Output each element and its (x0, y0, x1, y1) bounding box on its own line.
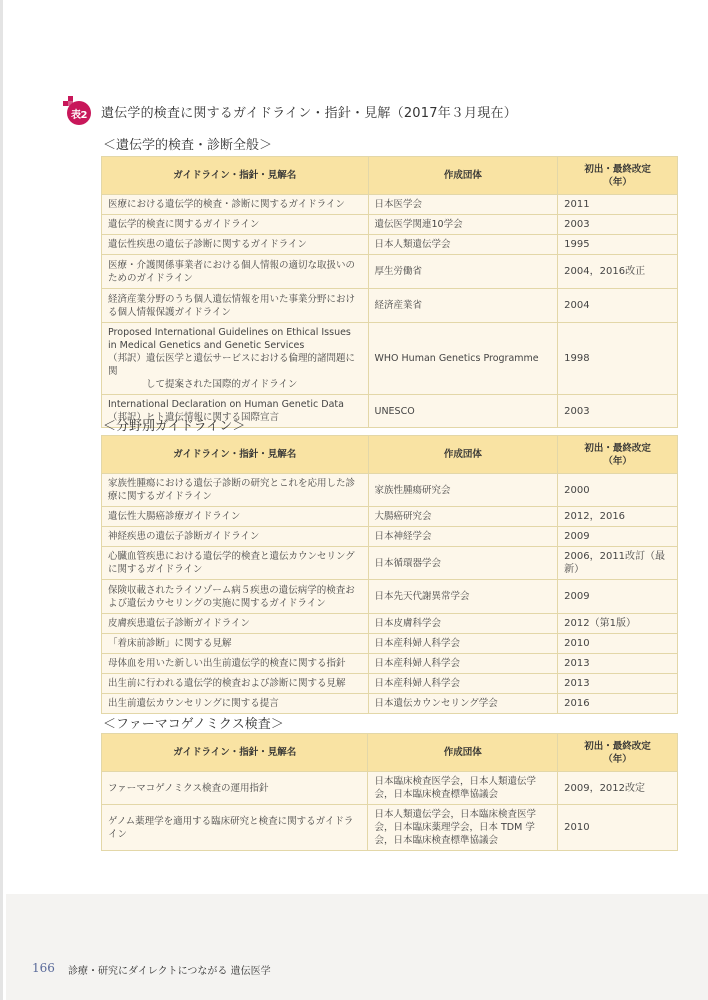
table-row (102, 289, 678, 323)
year-header-line1: 初出・最終改定 (584, 163, 651, 175)
table-row (102, 215, 678, 235)
year: 2013 (558, 654, 678, 674)
table-row (102, 634, 678, 654)
year: 2004，2016改正 (558, 255, 678, 289)
year: 1998 (558, 323, 678, 395)
table-row (102, 674, 678, 694)
organization: 大腸癌研究会 (368, 507, 558, 527)
organization: 遺伝医学関連10学会 (368, 215, 558, 235)
table-row (102, 654, 678, 674)
table-row (102, 614, 678, 634)
section-heading-general: ＜遺伝学的検査・診断全般＞ (103, 138, 273, 153)
guideline-name: 母体血を用いた新しい出生前遺伝学的検査に関する指針 (102, 654, 369, 674)
page-number: 166 (32, 961, 55, 975)
year: 2003 (558, 395, 678, 428)
year: 2009，2012改定 (558, 772, 678, 805)
table-row (102, 694, 678, 714)
organization: 家族性腫瘍研究会 (368, 474, 558, 507)
guideline-name-en: Proposed International Guidelines on Ethical Issues in Medical Genetics and Genetic Services (108, 327, 351, 351)
year: 2013 (558, 674, 678, 694)
table-header-row (102, 734, 678, 772)
section-heading-pharmacogenomics: ＜ファーマコゲノミクス検査＞ (103, 717, 284, 732)
guideline-name-en: International Declaration on Human Genetic Data (108, 399, 344, 410)
guideline-name: 遺伝学的検査に関するガイドライン (102, 215, 369, 235)
table-row (102, 805, 678, 851)
column-header-year (558, 157, 678, 195)
guideline-name: 遺伝性疾患の遺伝子診断に関するガイドライン (102, 235, 369, 255)
guideline-name-jp: （邦訳）遺伝医学と遺伝サービスにおける倫理的諸問題に関 (108, 353, 356, 377)
section-heading-field: ＜分野別ガイドライン＞ (103, 419, 246, 434)
table-row (102, 580, 678, 614)
guideline-name: 保険収載されたライソゾーム病５疾患の遺伝病学的検査および遺伝カウセリングの実施に関するガイドライン (102, 580, 369, 614)
guideline-name: 家族性腫瘍における遺伝子診断の研究とこれを応用した診療に関するガイドライン (102, 474, 369, 507)
table-row (102, 195, 678, 215)
table-header-row (102, 436, 678, 474)
column-header-org: 作成団体 (368, 734, 558, 772)
year: 2012（第1版） (558, 614, 678, 634)
guideline-name: 「着床前診断」に関する見解 (102, 634, 369, 654)
guideline-name: 出生前遺伝カウンセリングに関する提言 (102, 694, 369, 714)
organization: 日本産科婦人科学会 (368, 674, 558, 694)
column-header-year (558, 436, 678, 474)
organization: WHO Human Genetics Programme (368, 323, 558, 395)
organization: 日本皮膚科学会 (368, 614, 558, 634)
year: 2003 (558, 215, 678, 235)
guideline-name: 出生前に行われる遺伝学的検査および診断に関する見解 (102, 674, 369, 694)
year-header-line2: （年） (603, 753, 632, 765)
guideline-name: 神経疾患の遺伝子診断ガイドライン (102, 527, 369, 547)
organization: 日本医学会 (368, 195, 558, 215)
year: 2006，2011改訂（最新） (558, 547, 678, 580)
organization: 日本人類遺伝学会 (368, 235, 558, 255)
year-header-line1: 初出・最終改定 (584, 740, 651, 752)
organization: 日本先天代謝異常学会 (368, 580, 558, 614)
organization: 日本産科婦人科学会 (368, 654, 558, 674)
table-pharmacogenomics (101, 733, 678, 851)
year-header-line1: 初出・最終改定 (584, 442, 651, 454)
year-header-line2: （年） (603, 176, 632, 188)
year: 2010 (558, 805, 678, 851)
table-row (102, 507, 678, 527)
year: 2016 (558, 694, 678, 714)
table-title: 遺伝学的検査に関するガイドライン・指針・見解（2017年３月現在） (101, 105, 517, 121)
year: 1995 (558, 235, 678, 255)
guideline-name: 遺伝性大腸癌診療ガイドライン (102, 507, 369, 527)
year-header-line2: （年） (603, 455, 632, 467)
table-badge (63, 96, 95, 126)
year: 2010 (558, 634, 678, 654)
organization: 日本産科婦人科学会 (368, 634, 558, 654)
book-title: 診療・研究にダイレクトにつながる 遺伝医学 (68, 966, 271, 977)
guideline-name: ファーマコゲノミクス検査の運用指針 (102, 772, 368, 805)
guideline-name: ゲノム薬理学を適用する臨床研究と検査に関するガイドライン (102, 805, 368, 851)
organization: 日本遺伝カウンセリング学会 (368, 694, 558, 714)
column-header-name: ガイドライン・指針・見解名 (102, 734, 368, 772)
column-header-org: 作成団体 (368, 157, 558, 195)
guideline-name: 経済産業分野のうち個人遺伝情報を用いた事業分野における個人情報保護ガイドライン (102, 289, 369, 323)
guideline-name: 心臓血管疾患における遺伝学的検査と遺伝カウンセリングに関するガイドライン (102, 547, 369, 580)
column-header-year (558, 734, 678, 772)
table-title-row (63, 96, 517, 126)
table-general (101, 156, 678, 428)
year: 2009 (558, 527, 678, 547)
organization: 日本神経学会 (368, 527, 558, 547)
organization: UNESCO (368, 395, 558, 428)
page-footer (6, 894, 708, 1000)
table-row (102, 235, 678, 255)
table-row (102, 323, 678, 395)
year: 2009 (558, 580, 678, 614)
table-row (102, 772, 678, 805)
column-header-name: ガイドライン・指針・見解名 (102, 436, 369, 474)
table-number-badge: 表2 (67, 101, 91, 125)
guideline-name-jp-cont: して提案された国際的ガイドライン (146, 379, 298, 390)
year: 2012，2016 (558, 507, 678, 527)
guideline-name: 医療における遺伝学的検査・診断に関するガイドライン (102, 195, 369, 215)
year: 2000 (558, 474, 678, 507)
column-header-org: 作成団体 (368, 436, 558, 474)
guideline-name-jp: （邦訳）ヒト遺伝情報に関する国際宣言 (108, 412, 280, 423)
table-row (102, 255, 678, 289)
table-row (102, 527, 678, 547)
table-header-row (102, 157, 678, 195)
table-field (101, 435, 678, 714)
organization: 日本人類遺伝学会，日本臨床検査医学会，日本臨床薬理学会，日本 TDM 学会，日本臨床検査標準協議会 (368, 805, 558, 851)
year: 2011 (558, 195, 678, 215)
guideline-name: 医療・介護関係事業者における個人情報の適切な取扱いのためのガイドライン (102, 255, 369, 289)
guideline-name: 皮膚疾患遺伝子診断ガイドライン (102, 614, 369, 634)
table-row (102, 547, 678, 580)
column-header-name: ガイドライン・指針・見解名 (102, 157, 369, 195)
table-row (102, 474, 678, 507)
organization: 日本循環器学会 (368, 547, 558, 580)
organization: 経済産業省 (368, 289, 558, 323)
year: 2004 (558, 289, 678, 323)
organization: 厚生労働省 (368, 255, 558, 289)
organization: 日本臨床検査医学会，日本人類遺伝学会，日本臨床検査標準協議会 (368, 772, 558, 805)
guideline-name (102, 323, 369, 395)
